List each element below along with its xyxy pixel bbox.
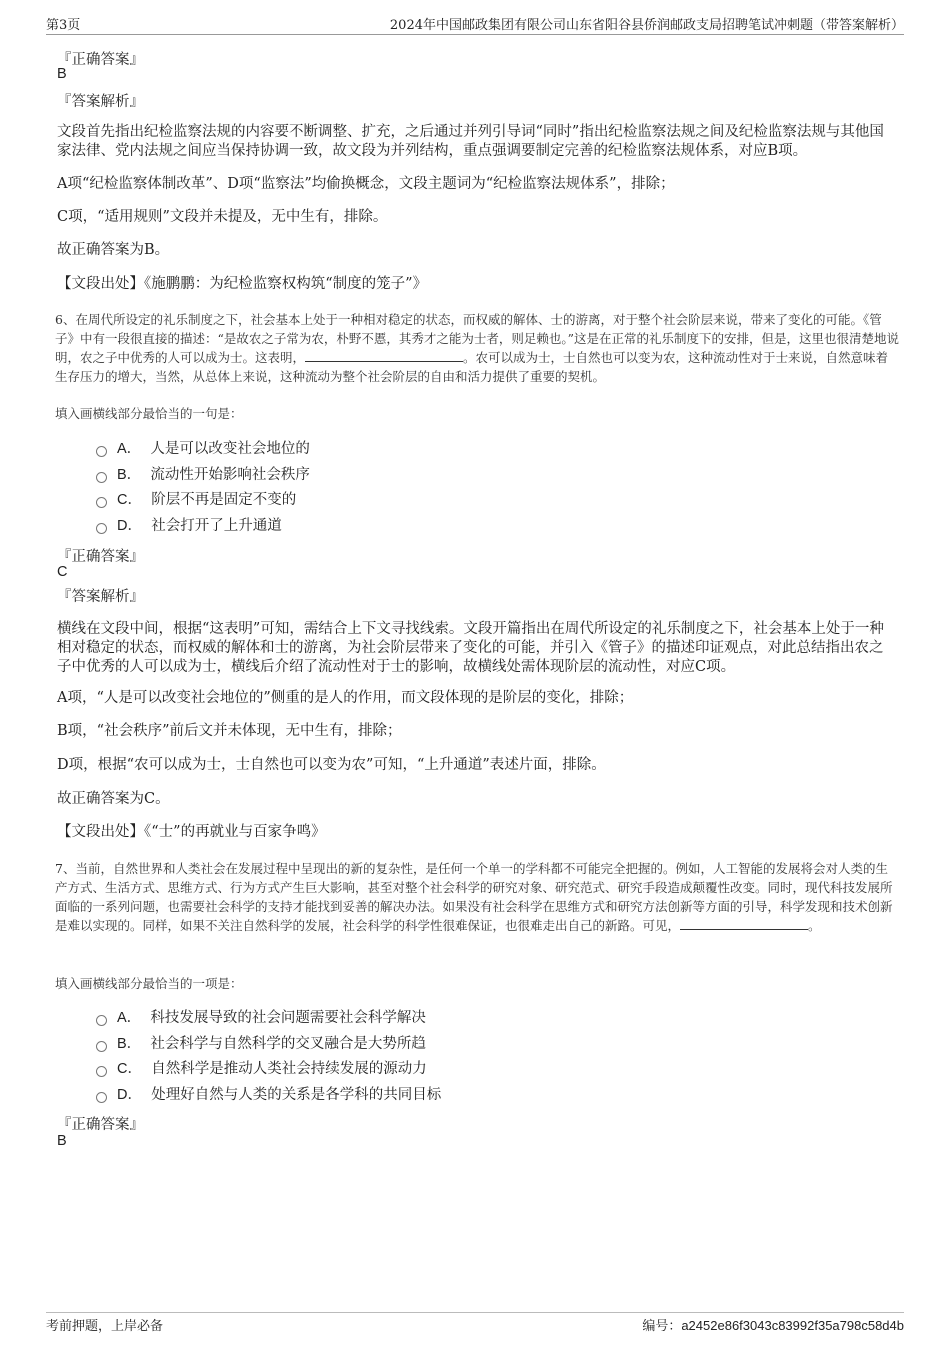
q7-option-a[interactable]: A． 科技发展导致的社会问题需要社会科学解决 <box>96 1008 426 1028</box>
footer-slogan: 考前押题，上岸必备 <box>46 1319 164 1334</box>
q6-analysis-2: A项，“人是可以改变社会地位的”侧重的是人的作用，而文段体现的是阶层的变化，排除； <box>57 690 634 706</box>
analysis-label: 『答案解析』 <box>57 94 144 110</box>
q7-text-after: 。 <box>808 918 821 933</box>
page-header <box>46 14 904 35</box>
q6-text-before: 6、在周代所设定的礼乐制度之下，社会基本上处于一种相对稳定的状态，而权威的解体、士的游离，对于整个社会阶层来说，带来了变化的可能。《管子》中有一段很直接的描述：“是故农之子常为农，朴野不慝，其秀才之能为士者，则足赖也。”这是在正常的礼乐制度下的安排，但是，这里也很清楚地说明，农之子中优秀的人可以成为士。这表明， <box>55 312 900 365</box>
q6-source: 【文段出处】《“士”的再就业与百家争鸣》 <box>57 824 326 840</box>
radio-icon[interactable] <box>96 523 107 534</box>
q5-analysis-1: 文段首先指出纪检监察法规的内容要不断调整、扩充，之后通过并列引导词“同时”指出纪检监察法规之间及纪检监察法规与其他国家法律、党内法规之间应当保持协调一致，故文段为并列结构，重点强调要制定完善的纪检监察法规体系，对应B项。 <box>57 124 884 159</box>
radio-icon[interactable] <box>96 497 107 508</box>
q6-analysis-1: 横线在文段中间，根据“这表明”可知，需结合上下文寻找线索。文段开篇指出在周代所设定的礼乐制度之下，社会基本上处于一种相对稳定的状态，而权威的解体和士的游离，为社会阶层带来了变化的可能，并引入《管子》的描述印证观点，对此总结指出农之子中优秀的人可以成为士，横线后介绍了流动性对于士的影响，故横线处需体现阶层的流动性，对应C项。 <box>57 621 884 675</box>
q7-option-b[interactable]: B． 社会科学与自然科学的交叉融合是大势所趋 <box>96 1034 426 1054</box>
page-footer <box>46 1312 904 1335</box>
q7-option-c[interactable]: C． 自然科学是推动人类社会持续发展的源动力 <box>96 1059 427 1079</box>
q6-analysis-5: 故正确答案为C。 <box>57 791 170 807</box>
q6-option-b[interactable]: B． 流动性开始影响社会秩序 <box>96 465 310 485</box>
radio-icon[interactable] <box>96 1041 107 1052</box>
radio-icon[interactable] <box>96 472 107 483</box>
q6-answer: C <box>57 564 68 580</box>
q7-blank <box>680 929 808 930</box>
q6-blank <box>305 361 463 362</box>
q6-hint: 填入画横线部分最恰当的一句是： <box>55 406 243 421</box>
q6-option-a[interactable]: A． 人是可以改变社会地位的 <box>96 439 310 459</box>
q5-source: 【文段出处】《施鹏鹏：为纪检监察权构筑“制度的笼子”》 <box>57 276 428 292</box>
footer-code: 编号：a2452e86f3043c83992f35a798c58d4b <box>642 1318 904 1334</box>
q6-stem <box>55 310 900 386</box>
q5-answer: B <box>57 66 67 82</box>
q6-text-after: 。农可以成为士，士自然也可以变为农，这种流动性对于士来说，自然意味着生存压力的增大，当然，从总体上来说，这种流动为整个社会阶层的自由和活力提供了重要的契机。 <box>55 350 889 384</box>
q7-answer: B <box>57 1133 67 1149</box>
q5-analysis-2: A项“纪检监察体制改革”、D项“监察法”均偷换概念，文段主题词为“纪检监察法规体系”，排除； <box>57 176 675 192</box>
document-title: 2024年中国邮政集团有限公司山东省阳谷县侨润邮政支局招聘笔试冲刺题（带答案解析） <box>389 18 904 33</box>
q7-hint: 填入画横线部分最恰当的一项是： <box>55 976 243 991</box>
q7-option-d[interactable]: D． 处理好自然与人类的关系是各学科的共同目标 <box>96 1085 441 1105</box>
radio-icon[interactable] <box>96 446 107 457</box>
correct-answer-label: 『正确答案』 <box>57 52 144 68</box>
radio-icon[interactable] <box>96 1066 107 1077</box>
q6-option-c[interactable]: C． 阶层不再是固定不变的 <box>96 490 296 510</box>
page-number: 第3页 <box>46 18 81 33</box>
radio-icon[interactable] <box>96 1015 107 1026</box>
q6-analysis-4: D项，根据“农可以成为士，士自然也可以变为农”可知，“上升通道”表述片面，排除。 <box>57 757 606 773</box>
q6-analysis-3: B项，“社会秩序”前后文并未体现，无中生有，排除； <box>57 723 402 739</box>
q5-analysis-3: C项，“适用规则”文段并未提及，无中生有，排除。 <box>57 209 388 225</box>
q5-analysis-4: 故正确答案为B。 <box>57 242 170 258</box>
q6-option-d[interactable]: D． 社会打开了上升通道 <box>96 516 282 536</box>
correct-answer-label: 『正确答案』 <box>57 549 144 565</box>
q7-text-before: 7、当前，自然世界和人类社会在发展过程中呈现出的新的复杂性，是任何一个单一的学科都不可能完全把握的。例如，人工智能的发展将会对人类的生产方式、生活方式、思维方式、行为方式产生巨大影响，甚至对整个社会科学的研究对象、研究范式、研究手段造成颠覆性改变。同时，现代科技发展所面临的一系列问题，也需要社会科学的支持才能找到妥善的解决办法。如果没有社会科学在思维方式和研究方法创新等方面的引导，科学发现和技术创新是难以实现的。同样，如果不关注自然科学的发展，社会科学的科学性很难保证，也很难走出自己的新路。可见， <box>55 861 893 933</box>
q7-stem <box>55 859 900 935</box>
analysis-label: 『答案解析』 <box>57 589 144 605</box>
radio-icon[interactable] <box>96 1092 107 1103</box>
correct-answer-label: 『正确答案』 <box>57 1117 144 1133</box>
